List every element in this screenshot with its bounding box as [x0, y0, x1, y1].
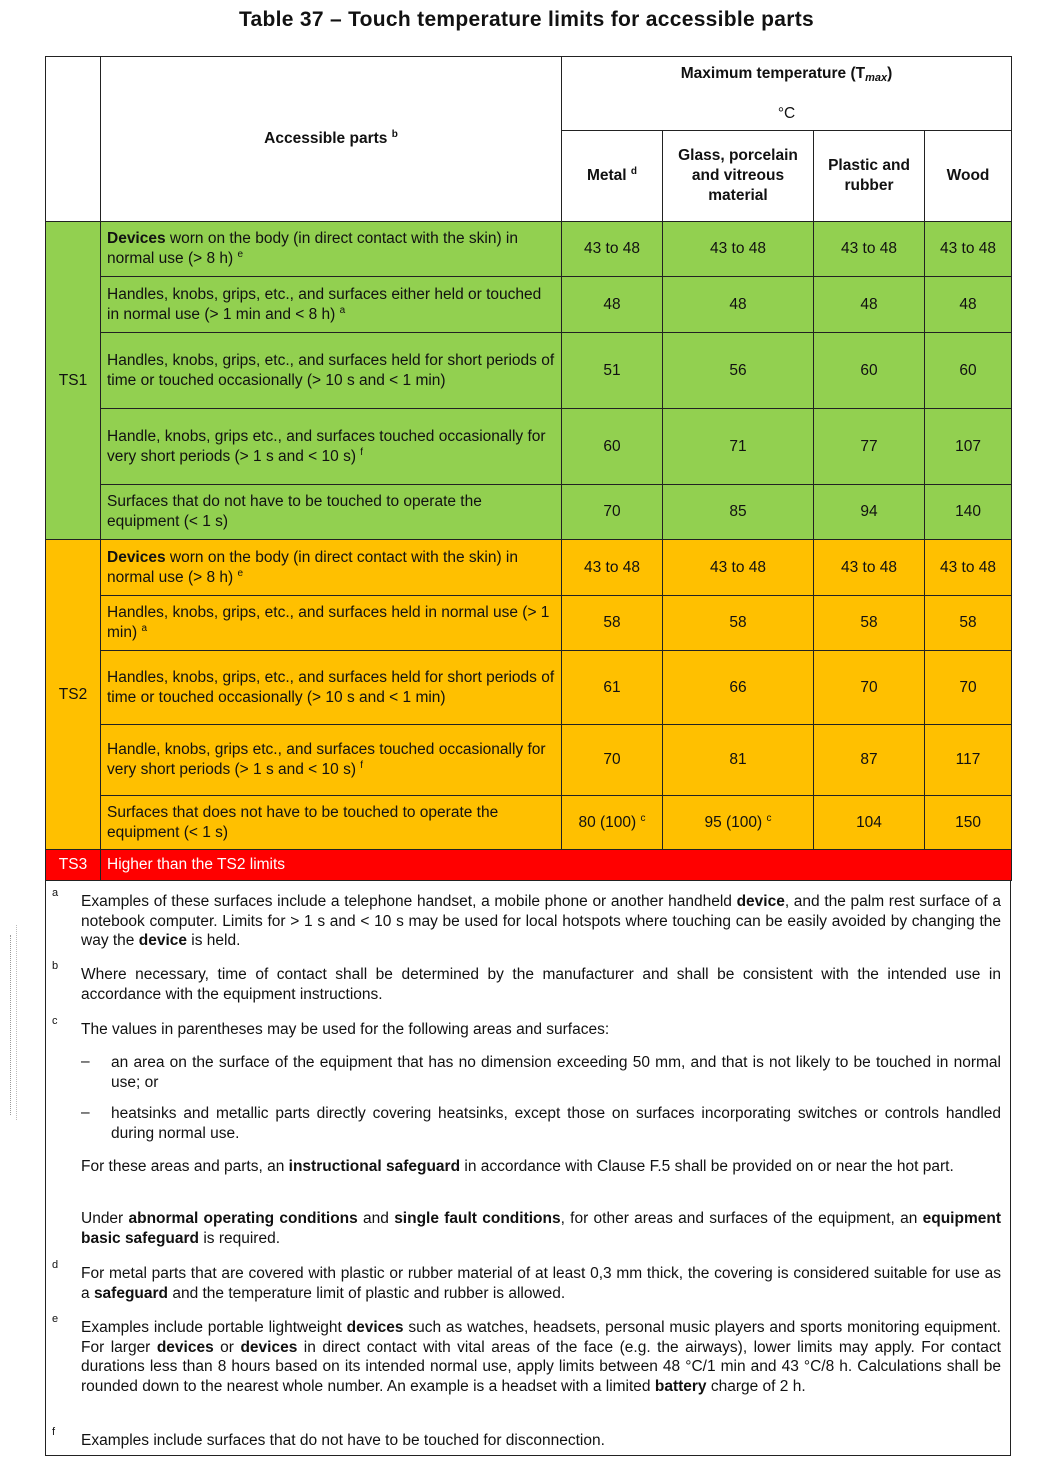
- table-row: [46, 596, 1012, 651]
- part-description: Surfaces that do not have to be touched to operate the equipment (< 1 s): [101, 485, 562, 540]
- touch-temperature-table: [45, 56, 1012, 881]
- part-description: Handle, knobs, grips etc., and surfaces touched occasionally for very short periods (> 1 s and < 10 s) $^f$: [101, 725, 562, 796]
- table-row: [46, 540, 1012, 596]
- wood-value: 140: [925, 485, 1012, 540]
- wood-value: 150: [925, 796, 1012, 850]
- part-description: Handles, knobs, grips, etc., and surfaces held in normal use (> 1 min) $^a$: [101, 596, 562, 651]
- plastic-value: 104: [814, 796, 925, 850]
- table-row: [46, 796, 1012, 850]
- header-glass: Glass, porcelain and vitreous material: [663, 131, 814, 222]
- wood-value: 43 to 48: [925, 222, 1012, 277]
- metal-value: 58: [562, 596, 663, 651]
- metal-value: 43 to 48: [562, 222, 663, 277]
- plastic-value: 87: [814, 725, 925, 796]
- glass-value: 43 to 48: [663, 540, 814, 596]
- part-description: Handle, knobs, grips etc., and surfaces touched occasionally for very short periods (> 1 s and < 10 s) $^f$: [101, 409, 562, 485]
- metal-value: 70: [562, 725, 663, 796]
- table-row: [46, 850, 1012, 881]
- glass-value: 58: [663, 596, 814, 651]
- plastic-value: 58: [814, 596, 925, 651]
- metal-value: 48: [562, 277, 663, 333]
- wood-value: 117: [925, 725, 1012, 796]
- ts3-description: Higher than the TS2 limits: [101, 850, 1012, 881]
- header-max-temperature: Maximum temperature (Tmax) °C: [562, 57, 1012, 131]
- plastic-value: 77: [814, 409, 925, 485]
- table-title: Table 37 – Touch temperature limits for accessible parts: [238, 8, 815, 31]
- metal-value: 80 (100) $^c$: [562, 796, 663, 850]
- table-row: [46, 333, 1012, 409]
- glass-value: 81: [663, 725, 814, 796]
- ts3-label: TS3: [46, 850, 101, 881]
- table-row: [46, 222, 1012, 277]
- part-description: Devices worn on the body (in direct contact with the skin) in normal use (> 8 h) $^e$: [101, 540, 562, 596]
- glass-value: 85: [663, 485, 814, 540]
- metal-value: 51: [562, 333, 663, 409]
- table-row: [46, 725, 1012, 796]
- glass-value: 71: [663, 409, 814, 485]
- metal-value: 43 to 48: [562, 540, 663, 596]
- margin-dotted-line: [16, 925, 23, 1120]
- plastic-value: 43 to 48: [814, 540, 925, 596]
- table-row: [46, 277, 1012, 333]
- part-description: Handles, knobs, grips, etc., and surfaces held for short periods of time or touched occasionally (> 10 s and < 1 min): [101, 333, 562, 409]
- plastic-value: 70: [814, 651, 925, 725]
- glass-value: 95 (100) $^c$: [663, 796, 814, 850]
- wood-value: 43 to 48: [925, 540, 1012, 596]
- wood-value: 107: [925, 409, 1012, 485]
- wood-value: 60: [925, 333, 1012, 409]
- part-description: Devices worn on the body (in direct contact with the skin) in normal use (> 8 h) $^e$: [101, 222, 562, 277]
- glass-value: 66: [663, 651, 814, 725]
- glass-value: 43 to 48: [663, 222, 814, 277]
- ts1-label: TS1: [46, 222, 101, 540]
- plastic-value: 94: [814, 485, 925, 540]
- header-plastic: Plastic and rubber: [814, 131, 925, 222]
- part-description: Handles, knobs, grips, etc., and surfaces either held or touched in normal use (> 1 min and < 8 h) $^a$: [101, 277, 562, 333]
- part-description: Surfaces that does not have to be touched to operate the equipment (< 1 s): [101, 796, 562, 850]
- ts2-label: TS2: [46, 540, 101, 850]
- header-blank-cell: [46, 57, 101, 222]
- plastic-value: 43 to 48: [814, 222, 925, 277]
- metal-value: 70: [562, 485, 663, 540]
- header-unit: °C: [777, 104, 796, 122]
- table-row: [46, 485, 1012, 540]
- plastic-value: 60: [814, 333, 925, 409]
- metal-value: 61: [562, 651, 663, 725]
- header-accessible-parts: Accessible parts $^b$: [101, 57, 562, 222]
- part-description: Handles, knobs, grips, etc., and surfaces held for short periods of time or touched occasionally (> 10 s and < 1 min): [101, 651, 562, 725]
- plastic-value: 48: [814, 277, 925, 333]
- glass-value: 48: [663, 277, 814, 333]
- wood-value: 70: [925, 651, 1012, 725]
- wood-value: 58: [925, 596, 1012, 651]
- header-wood: Wood: [925, 131, 1012, 222]
- header-metal: Metal $^d$: [562, 131, 663, 222]
- metal-value: 60: [562, 409, 663, 485]
- glass-value: 56: [663, 333, 814, 409]
- wood-value: 48: [925, 277, 1012, 333]
- table-row: [46, 409, 1012, 485]
- table-row: [46, 651, 1012, 725]
